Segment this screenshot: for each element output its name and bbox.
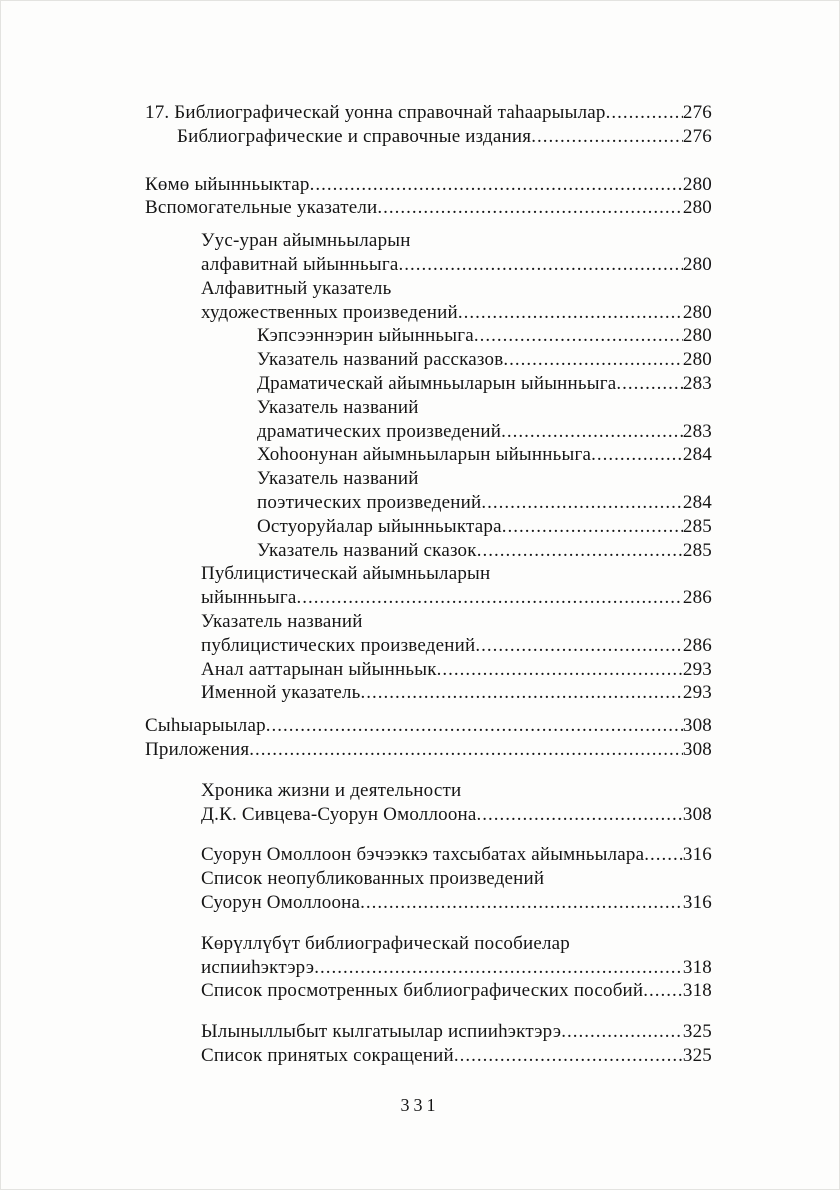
toc-entry-text: Указатель названий рассказов (257, 349, 504, 371)
toc-line (145, 467, 712, 491)
dot-leader (310, 173, 683, 197)
toc-page-ref: 308 (682, 715, 712, 737)
toc-page-ref: 316 (682, 844, 712, 866)
dot-leader (561, 1020, 683, 1044)
toc-page-ref: 308 (682, 803, 712, 825)
dot-leader (643, 979, 683, 1003)
toc-group (145, 229, 712, 705)
toc-line (145, 610, 712, 634)
dot-leader (591, 443, 683, 467)
toc-page-ref: 286 (682, 587, 712, 609)
toc-line (145, 956, 712, 980)
toc-page-ref: 284 (682, 444, 712, 466)
toc-page-ref: 283 (682, 420, 712, 442)
dot-leader (437, 658, 683, 682)
toc-line (145, 420, 712, 444)
toc-page-ref: 293 (682, 658, 712, 680)
toc-line (145, 562, 712, 586)
toc-page-ref: 286 (682, 634, 712, 656)
toc-line (145, 714, 712, 738)
toc-entry-text: Список неопубликованных произведений (201, 868, 545, 890)
toc-line (145, 229, 712, 253)
toc-page-ref: 284 (682, 491, 712, 513)
table-of-contents (145, 101, 712, 1068)
toc-page-ref: 316 (682, 891, 712, 913)
toc-entry-text: Указатель названий (257, 468, 419, 490)
toc-group (145, 932, 712, 1003)
toc-entry-text: Остуоруйалар ыйынньыктара (257, 515, 502, 537)
toc-line (145, 125, 712, 149)
toc-entry-text: 17. Библиографическай уонна справочнай таһаарыылар (145, 102, 606, 123)
toc-entry-text: Ылыныллыбыт кылгатыылар испииһэктэрэ (201, 1021, 562, 1043)
dot-leader (361, 681, 683, 705)
toc-entry-text: Список принятых сокращений (201, 1044, 454, 1066)
toc-entry-text: Уус-уран айымньыларын (201, 230, 411, 252)
toc-entry-text: Суорун Омоллоон бэчээккэ тахсыбатах айымньылара (201, 844, 645, 866)
toc-line (145, 539, 712, 563)
toc-entry-text: публицистических произведений (201, 634, 476, 656)
toc-entry-text: Вспомогательные указатели (145, 197, 378, 219)
toc-line (145, 586, 712, 610)
toc-line (145, 738, 712, 762)
toc-line (145, 324, 712, 348)
toc-line (145, 348, 712, 372)
dot-leader (606, 101, 683, 125)
toc-line (145, 515, 712, 539)
toc-line (145, 979, 712, 1003)
toc-line (145, 491, 712, 515)
dot-leader (477, 803, 683, 827)
toc-page-ref: 276 (682, 102, 712, 123)
toc-entry-text: Көрүллүбүт библиографическай пособиелар (201, 932, 570, 954)
toc-line (145, 843, 712, 867)
dot-leader (531, 125, 683, 149)
dot-leader (502, 515, 683, 539)
toc-entry-text: Д.К. Сивцева-Суорун Омоллоона (201, 803, 477, 825)
toc-entry-text: Хроника жизни и деятельности (201, 779, 462, 801)
toc-entry-text: Библиографические и справочные издания (177, 125, 532, 147)
toc-entry-text: Приложения (145, 738, 250, 760)
toc-group (145, 843, 712, 914)
toc-line (145, 891, 712, 915)
toc-line (145, 867, 712, 891)
toc-page-ref: 280 (682, 349, 712, 371)
dot-leader (458, 301, 683, 325)
dot-leader (481, 491, 683, 515)
toc-line (145, 253, 712, 277)
toc-line (145, 1020, 712, 1044)
toc-line (145, 372, 712, 396)
toc-line (145, 396, 712, 420)
toc-entry-text: Көмө ыйынньыктар (145, 173, 310, 195)
toc-line (145, 196, 712, 220)
page-number: 331 (400, 1095, 440, 1115)
toc-page-ref: 293 (682, 682, 712, 704)
toc-entry-text: алфавитнай ыйынньыга (201, 253, 399, 275)
toc-entry-text: Алфавитный указатель (201, 277, 392, 299)
dot-leader (501, 420, 683, 444)
toc-page-ref: 283 (682, 372, 712, 394)
toc-entry-text: Список просмотренных библиографических пособий (201, 980, 644, 1002)
dot-leader (398, 253, 682, 277)
dot-leader (314, 956, 683, 980)
toc-page-ref: 280 (682, 301, 712, 323)
toc-group (145, 714, 712, 762)
dot-leader (475, 634, 683, 658)
toc-page-ref: 280 (682, 173, 712, 195)
toc-line (145, 1044, 712, 1068)
toc-page-ref: 325 (682, 1021, 712, 1043)
toc-line (145, 173, 712, 197)
dot-leader (360, 891, 683, 915)
dot-leader (477, 539, 683, 563)
toc-line (145, 932, 712, 956)
toc-page-ref: 285 (682, 515, 712, 537)
toc-line (145, 277, 712, 301)
toc-entry-text: Именной указатель (201, 682, 361, 704)
dot-leader (266, 714, 683, 738)
toc-line (145, 301, 712, 325)
toc-page-ref: 318 (682, 956, 712, 978)
toc-page-ref: 325 (682, 1044, 712, 1066)
dot-leader (503, 348, 682, 372)
toc-group (145, 173, 712, 221)
toc-line (145, 658, 712, 682)
toc-line (145, 634, 712, 658)
toc-entry-text: Указатель названий (201, 610, 363, 632)
toc-line (145, 779, 712, 803)
toc-entry-text: поэтических произведений (257, 491, 482, 513)
toc-entry-text: Кэпсээннэрин ыйынньыга (257, 325, 474, 347)
toc-page-ref: 308 (682, 738, 712, 760)
toc-entry-text: испииһэктэрэ (201, 956, 315, 978)
toc-line (145, 443, 712, 467)
toc-page-ref: 280 (682, 253, 712, 275)
toc-entry-text: Указатель названий сказок (257, 539, 477, 561)
toc-entry-text: Указатель названий (257, 396, 419, 418)
dot-leader (474, 324, 683, 348)
toc-line (145, 681, 712, 705)
dot-leader (249, 738, 683, 762)
toc-page-ref: 280 (682, 325, 712, 347)
dot-leader (454, 1044, 683, 1068)
toc-entry-text: Сыһыарыылар (145, 715, 266, 737)
toc-group (145, 1020, 712, 1068)
toc-page-ref: 280 (682, 197, 712, 219)
dot-leader (297, 586, 683, 610)
dot-leader (616, 372, 683, 396)
toc-entry-text: Драматическай айымньыларын ыйынньыга (257, 372, 617, 394)
dot-leader (644, 843, 683, 867)
toc-page-ref: 276 (682, 125, 712, 147)
dot-leader (377, 196, 683, 220)
toc-entry-text: Суорун Омоллоона (201, 891, 361, 913)
toc-entry-text: Анал ааттарынан ыйынньык (201, 658, 437, 680)
toc-line (145, 803, 712, 827)
toc-page-ref: 318 (682, 980, 712, 1002)
toc-entry-text: художественных произведений (201, 301, 458, 323)
toc-line (145, 101, 712, 125)
toc-entry-text: драматических произведений (257, 420, 502, 442)
toc-entry-text: ыйынньыга (201, 587, 297, 609)
toc-page-ref: 285 (682, 539, 712, 561)
toc-entry-text: Публицистическай айымньыларын (201, 563, 491, 585)
toc-group (145, 101, 712, 149)
toc-group (145, 779, 712, 827)
toc-entry-text: Хоһоонунан айымньыларын ыйынньыга (257, 444, 592, 466)
